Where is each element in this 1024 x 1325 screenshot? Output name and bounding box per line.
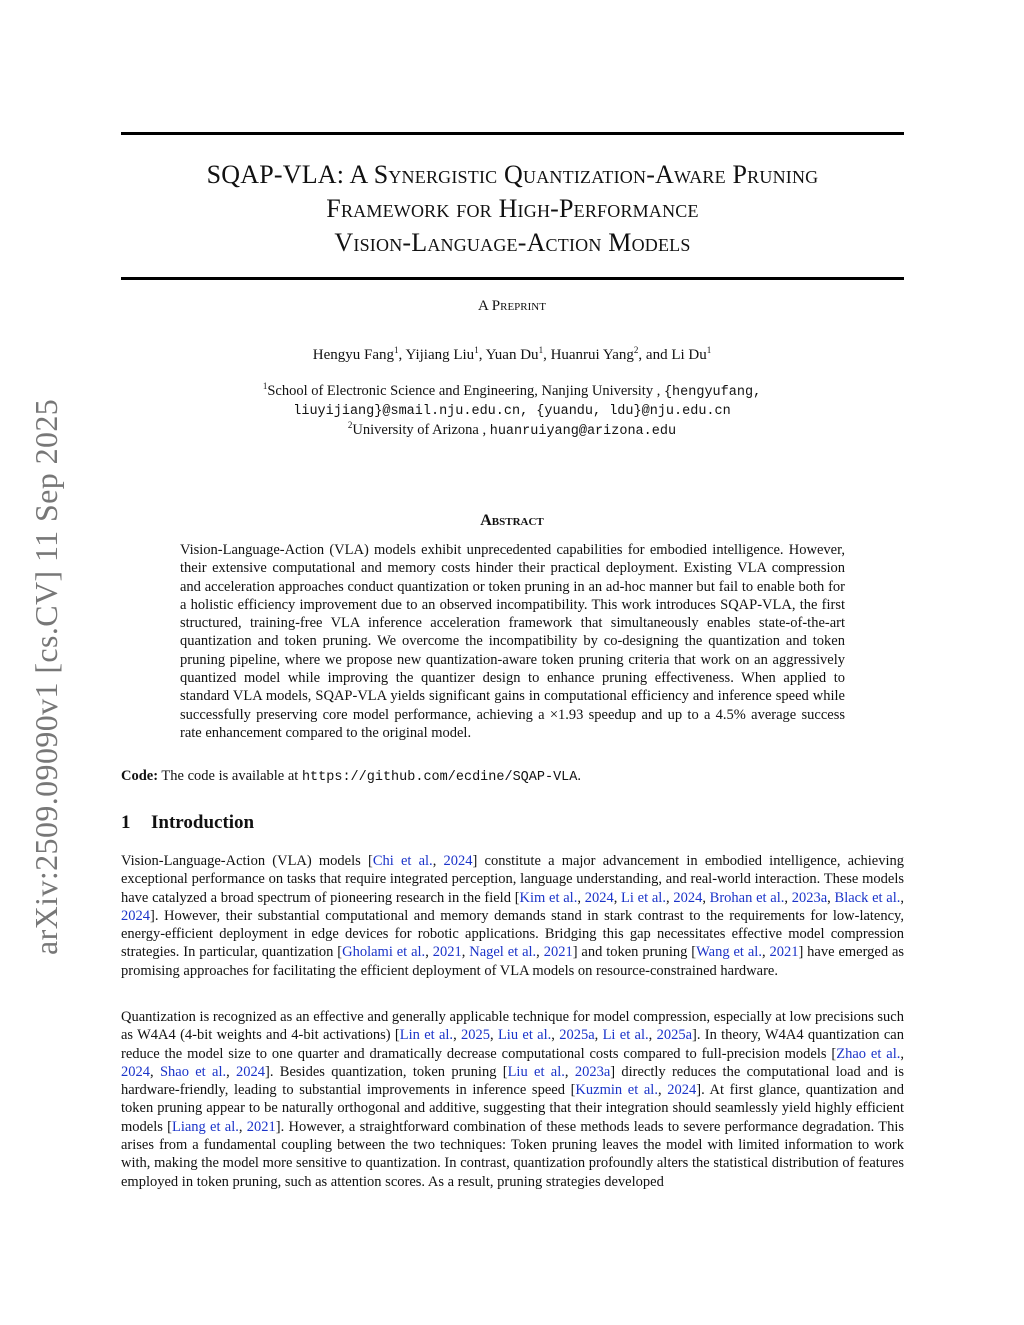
email-link[interactable]: huanruiyang@arizona.edu xyxy=(489,424,677,439)
author: Hengyu Fang$^1$ xyxy=(312,345,399,363)
citation-link[interactable]: 2023a xyxy=(791,889,828,906)
paragraph-text: , xyxy=(784,889,792,906)
paragraph xyxy=(121,852,904,980)
citation-link[interactable]: Liang et al. xyxy=(171,1118,239,1135)
paragraph-text: , xyxy=(238,1118,247,1135)
citation-link[interactable]: 2025 xyxy=(461,1027,490,1044)
citation-link[interactable]: 2021 xyxy=(769,944,799,961)
citation-link[interactable]: Li et al. xyxy=(621,889,666,906)
citation-link[interactable]: 2024 xyxy=(443,853,473,869)
paragraph-text: ] directly reduces the computational load and is hardware-friendly, leading to substantial improvements in inference speed [ xyxy=(121,1063,905,1099)
paragraph-text: ] have emerged as promising approaches for facilitating the efficient deployment of VLA models on resource-constrained hardware. xyxy=(121,944,905,979)
paragraph-text: ] constitute a major advancement in embodied intelligence, achieving exceptional performance on tasks that require integrated perception, language understanding, and real-world interaction. These models have catalyzed a broad spectrum of pioneering research in the field [ xyxy=(121,853,904,906)
abstract-text: Vision-Language-Action (VLA) models exhibit unprecedented capabilities for embodied intelligence. However, their extensive computational and memory costs hinder their practical deployment. Existing VLA compression and acceleration approaches conduct quantization or token pruning in an ad-hoc manner but fail to enable both for a holistic efficiency improvement due to an observed incompatibility. This work introduces SQAP-VLA, the first structured, training-free VLA inference acceleration framework that simultaneously enables state-of-the-art quantization and token pruning. We overcome the incompatibility by co-designing the quantization and token pruning pipeline, where we propose new quantization-aware token pruning criteria that work on an aggressively quantized model while improving the quantizer design to enhance pruning effectiveness. When applied to standard VLA models, SQAP-VLA yields significant gains in computational efficiency and inference speed while successfully preserving core model performance, achieving a ×1.93 speedup and up to a 4.5% average success rate enhancement compared to the original model. xyxy=(180,542,845,741)
paper-title xyxy=(110,158,915,260)
title-line-2: Framework for High-Performance xyxy=(326,194,699,223)
section-heading xyxy=(121,812,254,834)
paragraph-text: , xyxy=(613,889,622,906)
code-availability: Code: The code is available at https://github.com/ecdine/SQAP-VLA. xyxy=(121,768,582,785)
citation-link[interactable]: Kim et al. xyxy=(519,889,578,906)
citation-link[interactable]: 2024 xyxy=(121,1063,150,1080)
paragraph-text: , xyxy=(900,889,904,906)
paragraph-text: ]. However, their substantial computational and memory demands stand in stark contrast to the requirements for low-latency, energy-efficient deployment in edge devices for robotic applications. Bridging this gap necessitates effective model compression strategies. In particular, quantization [ xyxy=(121,907,904,961)
citation-link[interactable]: 2023a xyxy=(574,1063,611,1080)
citation-link[interactable]: Shao et al. xyxy=(159,1063,227,1080)
paragraph-text: , xyxy=(665,889,674,906)
paragraph-text: , xyxy=(425,944,433,961)
email-link[interactable]: {hengyufang, xyxy=(663,385,762,400)
paragraph-text: , xyxy=(536,944,544,961)
title-line-3: Vision-Language-Action Models xyxy=(334,228,691,257)
title-rule-top xyxy=(121,132,904,135)
paragraph-text: , xyxy=(453,1027,461,1044)
citation-link[interactable]: Li et al. xyxy=(602,1027,649,1044)
paragraph-text: ]. At first glance, quantization and token pruning appear to be naturally orthogonal and additive, suggesting that their integration should seamlessly yield highly efficient models [ xyxy=(121,1082,904,1135)
paragraph-text: Quantization is recognized as an effective and generally applicable technique for model compression, especially at low precisions such as W4A4 (4-bit weights and 4-bit activations) [ xyxy=(121,1009,904,1044)
abstract-heading: Abstract xyxy=(480,512,544,529)
affiliation-1-emails[interactable]: liuyijiang}@smail.nju.edu.cn, {yuandu, ldu}@nju.edu.cn xyxy=(293,404,731,419)
paragraph-text: ] and token pruning [ xyxy=(572,944,697,961)
paragraph-text: , xyxy=(226,1063,237,1080)
affiliation-2: $^2$University of Arizona , huanruiyang@arizona.edu xyxy=(347,420,677,439)
citation-link[interactable]: 2021 xyxy=(432,944,462,961)
paragraph-text: , xyxy=(900,1045,904,1062)
citation-link[interactable]: 2025a xyxy=(656,1027,692,1044)
paragraph-text: , xyxy=(648,1027,657,1044)
paragraph-text: , xyxy=(432,853,444,869)
citation-link[interactable]: Nagel et al. xyxy=(469,944,537,961)
citation-link[interactable]: Brohan et al. xyxy=(709,889,785,906)
code-label: Code: xyxy=(121,768,159,784)
citation-link[interactable]: 2024 xyxy=(584,889,614,906)
paragraph-text: , xyxy=(551,1027,560,1044)
author: Yijiang Liu$^1$ xyxy=(405,345,479,363)
section-title: Introduction xyxy=(151,812,255,833)
author: Huanrui Yang$^2$ xyxy=(550,345,639,363)
citation-link[interactable]: 2025a xyxy=(559,1027,595,1044)
preprint-label: A Preprint xyxy=(478,298,546,314)
citation-link[interactable]: Liu et al. xyxy=(507,1063,565,1080)
citation-link[interactable]: Lin et al. xyxy=(399,1027,454,1044)
paragraph-text: , xyxy=(150,1063,160,1080)
paragraph-text: ]. However, a straightforward combination of these methods leads to severe performance degradation. This arises from a fundamental coupling between the two techniques: Token pruning leaves the model with limited information to work with, making the model more sensitive to quantization. In contrast, quantization profoundly alters the statistical distribution of features employed in token pruning, such as attention scores. As a result, pruning strategies developed xyxy=(121,1118,904,1190)
title-line-1: SQAP-VLA: A Synergistic Quantization-Aware Pruning xyxy=(206,160,819,189)
arxiv-identifier: arXiv:2509.09090v1 [cs.CV] 11 Sep 2025 xyxy=(28,398,64,955)
citation-link[interactable]: Kuzmin et al. xyxy=(575,1082,658,1099)
citation-link[interactable]: Gholami et al. xyxy=(342,944,426,961)
paragraph-text: Vision-Language-Action (VLA) models [ xyxy=(121,853,373,869)
section-number: 1 xyxy=(121,812,131,833)
paragraph-text: , xyxy=(490,1027,498,1044)
paragraph-text: , xyxy=(577,889,585,906)
code-url-link[interactable]: https://github.com/ecdine/SQAP-VLA xyxy=(301,770,578,785)
paragraph-text: , xyxy=(827,889,835,906)
paragraph-text: , xyxy=(594,1027,603,1044)
affiliations xyxy=(0,382,1024,441)
citation-link[interactable]: 2024 xyxy=(673,889,703,906)
paragraph-text: , xyxy=(461,944,470,961)
citation-link[interactable]: Wang et al. xyxy=(696,944,762,961)
author: Li Du$^1$ xyxy=(671,345,712,363)
paragraph-text: ]. In theory, W4A4 quantization can reduce the model size to one quarter and dramatically decrease computational costs compared to full-precision models [ xyxy=(121,1027,904,1062)
citation-link[interactable]: Zhao et al. xyxy=(836,1045,901,1062)
citation-link[interactable]: Liu et al. xyxy=(497,1027,552,1044)
paragraph-text: , xyxy=(657,1082,668,1099)
title-rule-bottom xyxy=(121,277,904,280)
citation-link[interactable]: Black et al. xyxy=(834,889,901,906)
affiliation-1: $^1$School of Electronic Science and Engineering, Nanjing University , {hengyufang, xyxy=(262,381,762,400)
paragraph-text: , xyxy=(564,1063,575,1080)
paragraph-text: , xyxy=(702,889,710,906)
citation-link[interactable]: 2024 xyxy=(121,907,150,924)
author: Yuan Du$^1$ xyxy=(485,345,544,363)
paragraph-text: ]. Besides quantization, token pruning [ xyxy=(265,1063,508,1080)
citation-link[interactable]: 2024 xyxy=(667,1082,697,1099)
citation-link[interactable]: 2024 xyxy=(236,1063,266,1080)
citation-link[interactable]: Chi et al. xyxy=(372,853,433,869)
paragraph-text: , xyxy=(761,944,770,961)
citation-link[interactable]: 2021 xyxy=(543,944,573,961)
citation-link[interactable]: 2021 xyxy=(246,1118,276,1135)
author-list: Hengyu Fang$^1$, Yijiang Liu$^1$, Yuan Du$^1$, Huanrui Yang$^2$, and Li Du$^1$ xyxy=(312,345,712,363)
paragraph xyxy=(121,1008,904,1191)
